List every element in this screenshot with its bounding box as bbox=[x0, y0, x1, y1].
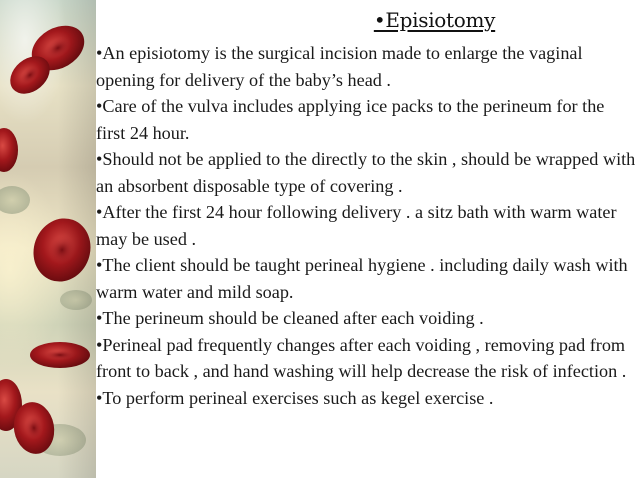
bullet-item: •To perform perineal exercises such as kegel exercise . bbox=[96, 387, 494, 408]
red-cell bbox=[24, 17, 92, 80]
slide-content bbox=[96, 0, 638, 478]
red-cell bbox=[3, 49, 57, 102]
bullet-item: •Should not be applied to the directly to the skin , should be wrapped with an absorbent disposable type of covering . bbox=[96, 149, 636, 196]
pale-cell bbox=[0, 186, 30, 214]
blood-cells-illustration bbox=[0, 0, 96, 478]
bullet-item: •After the first 24 hour following delivery . a sitz bath with warm water may be used . bbox=[96, 202, 617, 249]
red-cell bbox=[10, 399, 58, 457]
slide-title: •Episiotomy bbox=[373, 8, 496, 32]
bullet-item: •An episiotomy is the surgical incision made to enlarge the vaginal opening for delivery of the baby’s head . bbox=[96, 43, 583, 90]
bullet-list bbox=[96, 40, 636, 411]
bullet-item: •Care of the vulva includes applying ice packs to the perineum for the first 24 hour. bbox=[96, 96, 605, 143]
red-cell bbox=[25, 210, 96, 289]
red-cell bbox=[0, 128, 18, 172]
bullet-item: •Perineal pad frequently changes after each voiding , removing pad from front to back , and hand washing will help decrease the risk of infection . bbox=[96, 334, 627, 381]
red-cell bbox=[0, 379, 22, 431]
pale-cell bbox=[34, 424, 86, 456]
red-cell bbox=[30, 342, 90, 368]
pale-cell bbox=[60, 290, 92, 310]
bullet-item: •The client should be taught perineal hygiene . including daily wash with warm water and mild soap. bbox=[96, 255, 628, 302]
title-wrapper bbox=[96, 8, 638, 32]
bullet-item: •The perineum should be cleaned after each voiding . bbox=[96, 308, 484, 328]
decorative-blood-cells-image bbox=[0, 0, 96, 478]
